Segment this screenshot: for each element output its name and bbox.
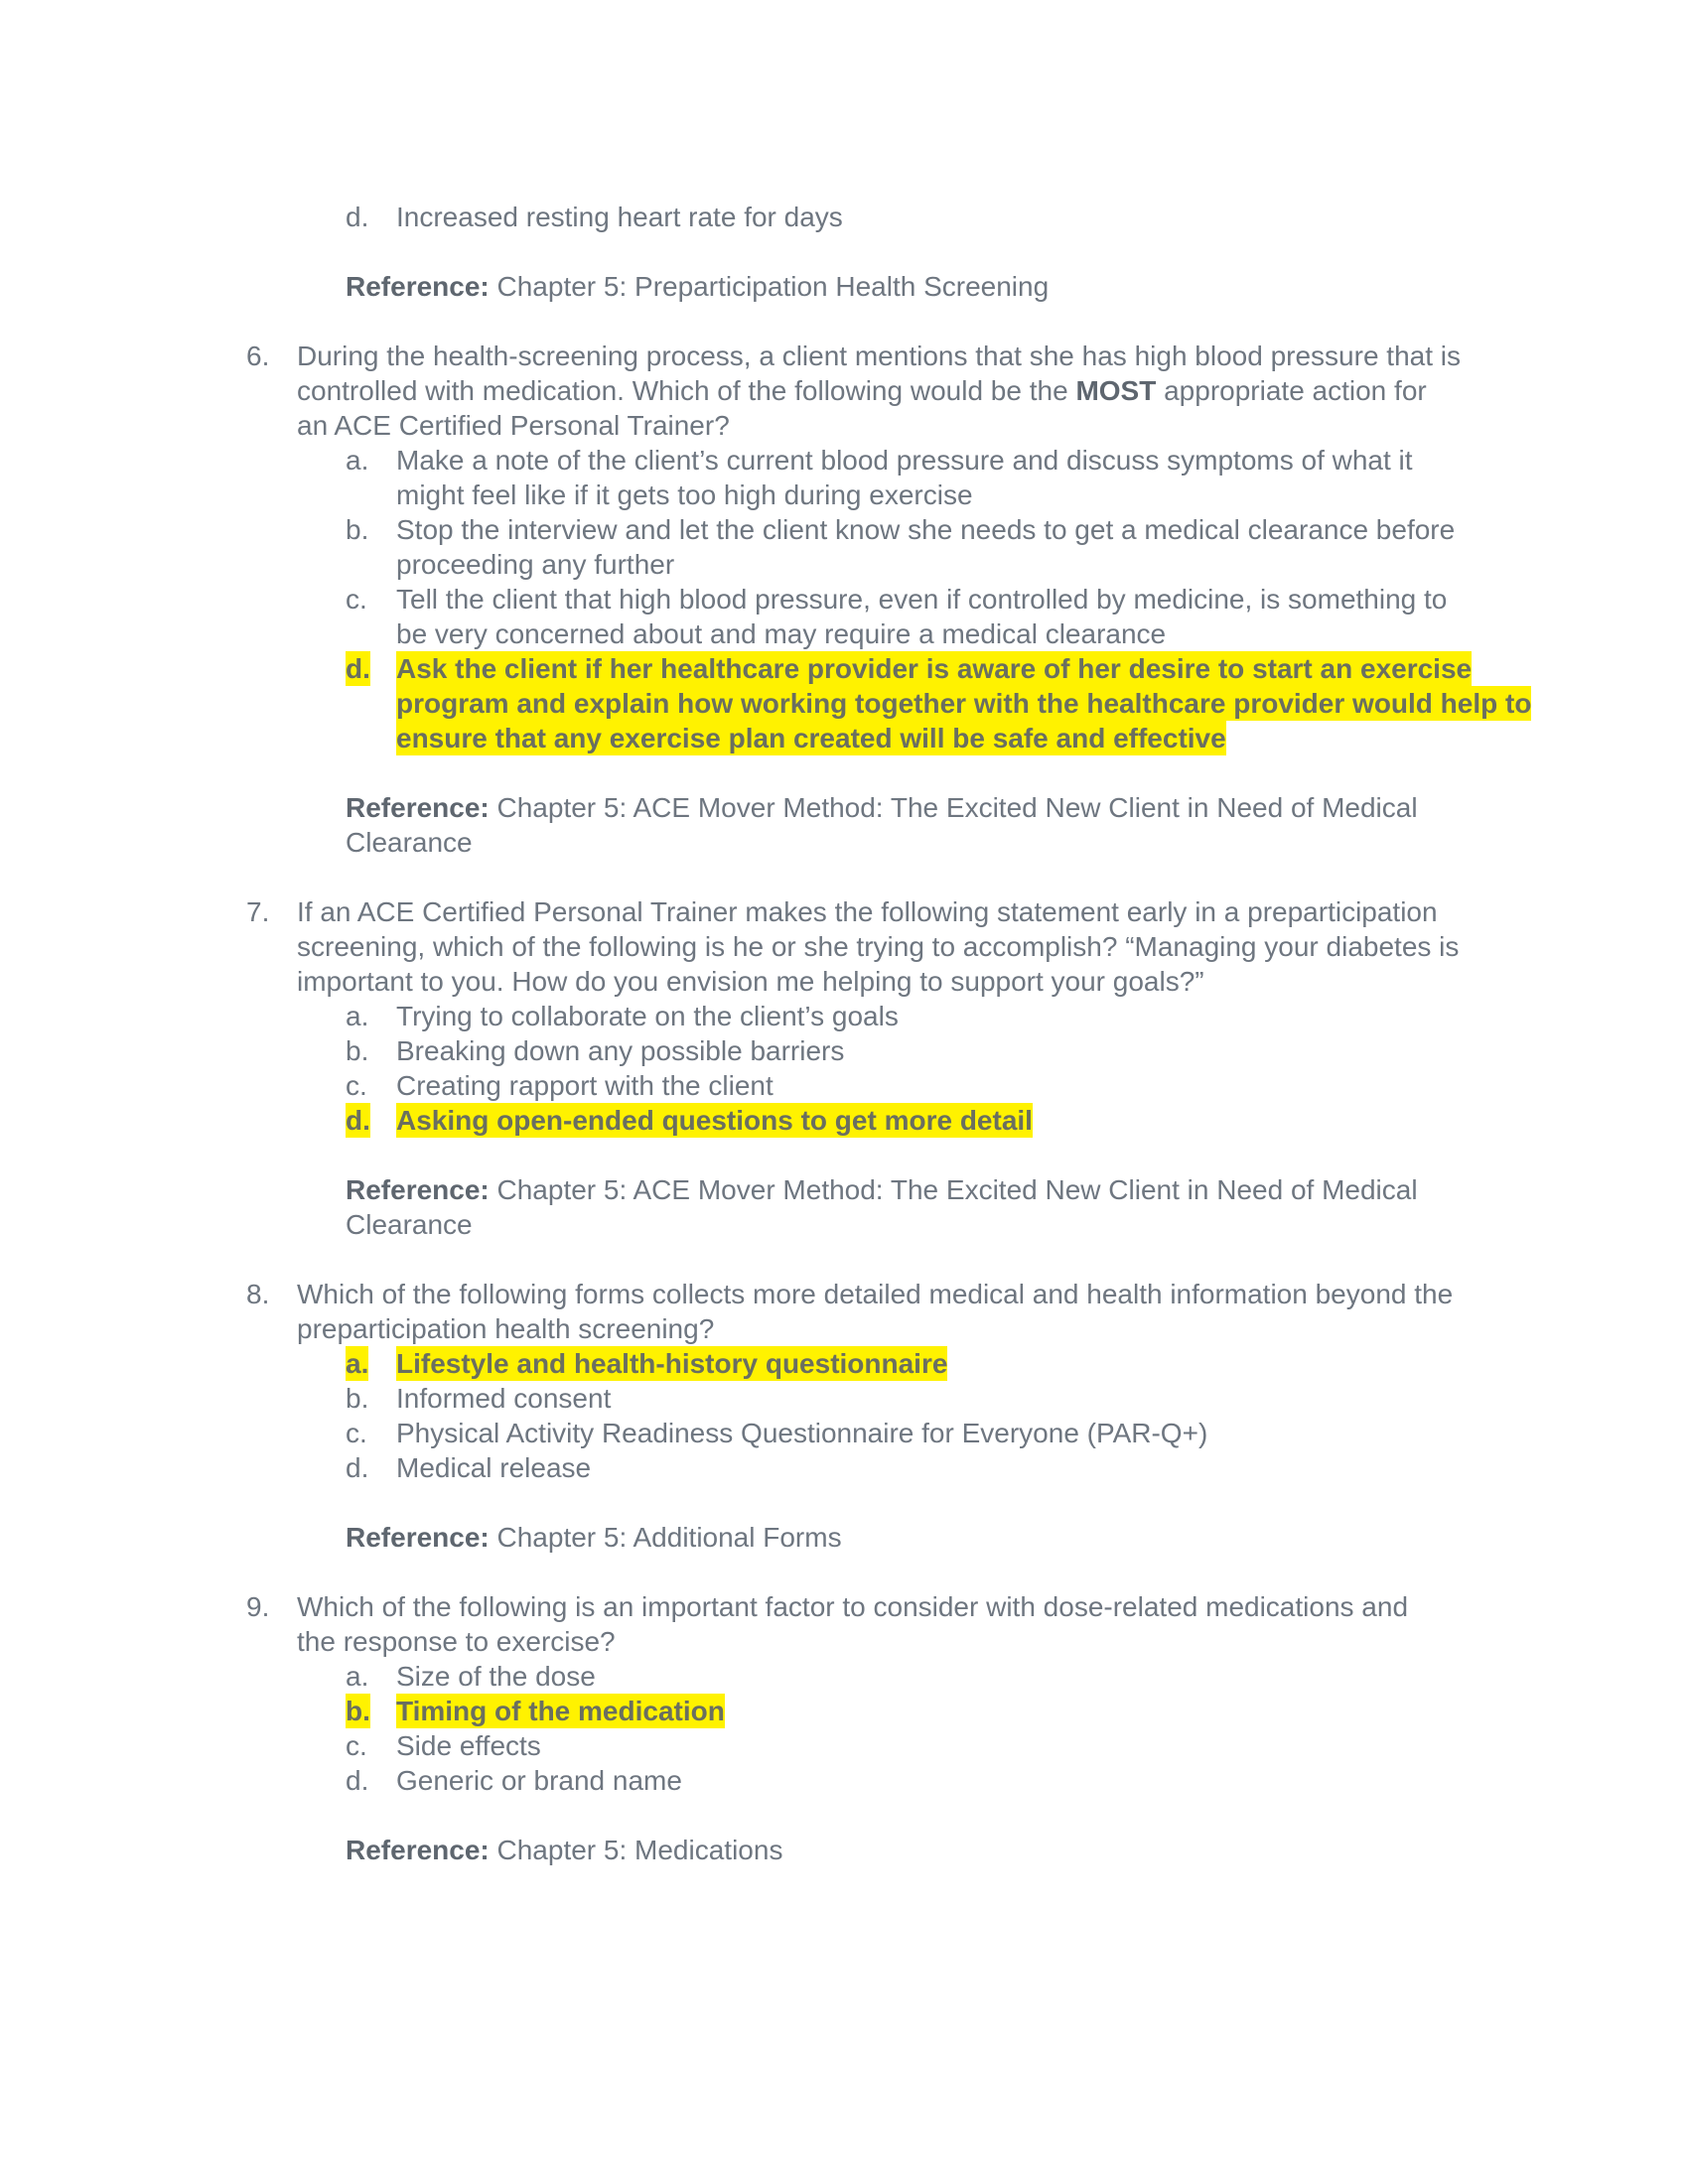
option-text: Trying to collaborate on the client’s goals bbox=[396, 1001, 899, 1031]
correct-option-text: Timing of the medication bbox=[396, 1696, 725, 1726]
option-letter: a. bbox=[346, 445, 369, 476]
reference-text: Chapter 5: Preparticipation Health Screening bbox=[496, 271, 1050, 302]
option-letter: d. bbox=[346, 1765, 369, 1796]
reference-label: Reference: bbox=[346, 1835, 490, 1865]
question-text: screening, which of the following is he or she trying to accomplish? “Managing your diabetes is bbox=[297, 931, 1460, 962]
option-letter: a. bbox=[346, 1001, 369, 1031]
reference-label: Reference: bbox=[346, 271, 490, 302]
question-text: Which of the following forms collects more detailed medical and health information beyond the bbox=[297, 1279, 1454, 1309]
option-text: proceeding any further bbox=[396, 549, 675, 580]
reference-line bbox=[346, 269, 1049, 304]
option-letter: c. bbox=[346, 584, 367, 614]
reference-text: Chapter 5: ACE Mover Method: The Excited New Client in Need of Medical bbox=[496, 1174, 1418, 1205]
correct-option-text: Ask the client if her healthcare provider is aware of her desire to start an exercise bbox=[396, 653, 1473, 684]
option-text: Stop the interview and let the client know she needs to get a medical clearance before bbox=[396, 514, 1456, 545]
correct-option-text: Asking open-ended questions to get more detail bbox=[396, 1105, 1033, 1136]
option-text: might feel like if it gets too high during exercise bbox=[396, 479, 973, 510]
question-text: the response to exercise? bbox=[297, 1626, 616, 1657]
option-letter: c. bbox=[346, 1418, 367, 1448]
option-text: Side effects bbox=[396, 1730, 541, 1761]
question-number: 7. bbox=[246, 896, 270, 927]
option-letter: b. bbox=[346, 1035, 369, 1066]
question-text: Which of the following is an important factor to consider with dose-related medications and bbox=[297, 1591, 1409, 1622]
option-text: Make a note of the client’s current blood pressure and discuss symptoms of what it bbox=[396, 445, 1413, 476]
option-letter: b. bbox=[346, 1383, 369, 1414]
question-number: 8. bbox=[246, 1279, 270, 1309]
option-text: Increased resting heart rate for days bbox=[396, 202, 843, 232]
option-text: Size of the dose bbox=[396, 1661, 596, 1692]
question-number: 9. bbox=[246, 1591, 270, 1622]
reference-text: Chapter 5: Medications bbox=[496, 1835, 783, 1865]
reference-line bbox=[346, 1172, 1418, 1207]
correct-option-letter: b. bbox=[346, 1696, 370, 1726]
option-letter: a. bbox=[346, 1661, 369, 1692]
correct-option-letter: d. bbox=[346, 653, 370, 684]
option-text: Creating rapport with the client bbox=[396, 1070, 774, 1101]
question-text: preparticipation health screening? bbox=[297, 1313, 715, 1344]
reference-label: Reference: bbox=[346, 1174, 490, 1205]
question-text: During the health-screening process, a client mentions that she has high blood pressure that is bbox=[297, 341, 1462, 371]
reference-label: Reference: bbox=[346, 792, 490, 823]
correct-option-text: Lifestyle and health-history questionnaire bbox=[396, 1348, 948, 1379]
correct-option-text: ensure that any exercise plan created will be safe and effective bbox=[396, 723, 1226, 753]
reference-text: Chapter 5: Additional Forms bbox=[496, 1522, 842, 1553]
reference-line bbox=[346, 1520, 842, 1555]
correct-option-letter: d. bbox=[346, 1105, 370, 1136]
reference-line bbox=[346, 790, 1418, 825]
option-letter: c. bbox=[346, 1070, 367, 1101]
reference-label: Reference: bbox=[346, 1522, 490, 1553]
option-letter: b. bbox=[346, 514, 369, 545]
option-text: Informed consent bbox=[396, 1383, 612, 1414]
reference-line bbox=[346, 1833, 782, 1867]
option-text: Physical Activity Readiness Questionnaire for Everyone (PAR-Q+) bbox=[396, 1418, 1208, 1448]
option-letter: d. bbox=[346, 202, 369, 232]
question-number: 6. bbox=[246, 341, 270, 371]
question-text: If an ACE Certified Personal Trainer makes the following statement early in a preparticipation bbox=[297, 896, 1438, 927]
question-text: controlled with medication. Which of the following would be the MOST appropriate action for bbox=[297, 375, 1427, 406]
option-text: Generic or brand name bbox=[396, 1765, 682, 1796]
option-letter: c. bbox=[346, 1730, 367, 1761]
option-text: Tell the client that high blood pressure, even if controlled by medicine, is something to bbox=[396, 584, 1448, 614]
option-text: Breaking down any possible barriers bbox=[396, 1035, 845, 1066]
option-letter: d. bbox=[346, 1452, 369, 1483]
correct-option-text: program and explain how working together with the healthcare provider would help to bbox=[396, 688, 1532, 719]
question-text: important to you. How do you envision me helping to support your goals?” bbox=[297, 966, 1204, 997]
option-text: Medical release bbox=[396, 1452, 592, 1483]
reference-text: Clearance bbox=[346, 827, 473, 858]
reference-text: Chapter 5: ACE Mover Method: The Excited New Client in Need of Medical bbox=[496, 792, 1418, 823]
option-text: be very concerned about and may require a medical clearance bbox=[396, 618, 1167, 649]
correct-option-letter: a. bbox=[346, 1348, 369, 1379]
reference-text: Clearance bbox=[346, 1209, 473, 1240]
question-text: an ACE Certified Personal Trainer? bbox=[297, 410, 730, 441]
